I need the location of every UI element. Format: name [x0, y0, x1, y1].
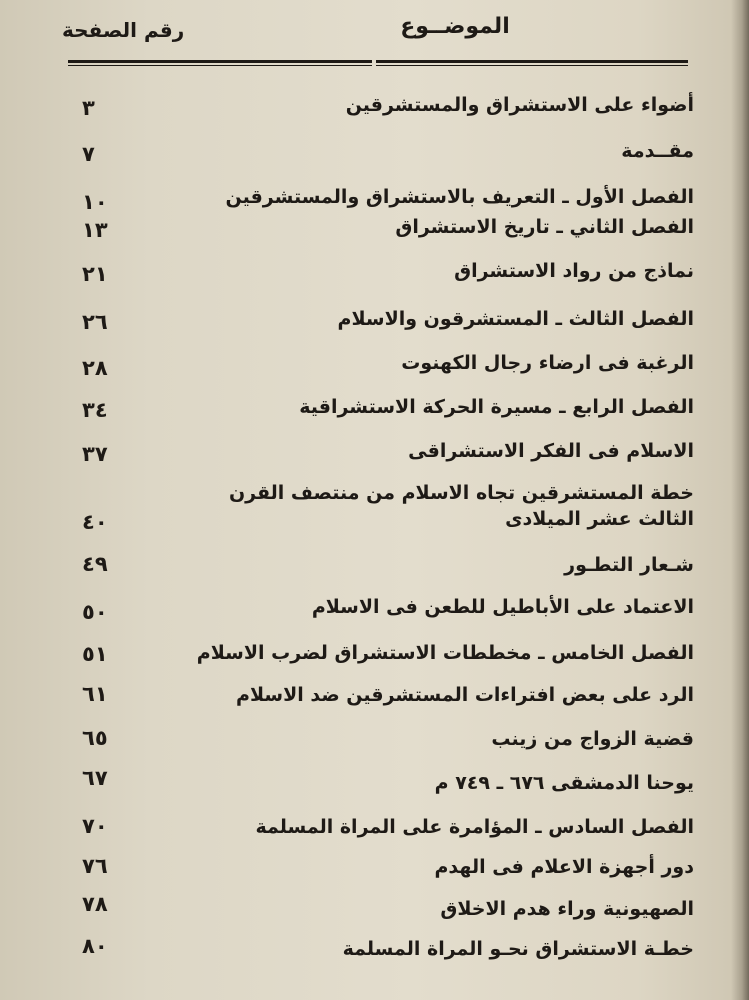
- entry-title: الصهيونية وراء هدم الاخلاق: [440, 898, 694, 920]
- entry-page: ٤٠: [82, 510, 108, 534]
- entry-title: مقــدمة: [621, 140, 694, 162]
- entry-page: ٧٠: [82, 814, 108, 838]
- entry-title: الاعتماد على الأباطيل للطعن فى الاسلام: [311, 596, 694, 618]
- entry-page: ١٠: [82, 190, 108, 214]
- entry-title: قضية الزواج من زينب: [491, 728, 694, 750]
- entry-title: الفصل الخامس ـ مخططات الاستشراق لضرب الاسلام: [196, 642, 694, 664]
- entry-title: خطة المستشرقين تجاه الاسلام من منتصف القرن الثالث عشر الميلادى: [228, 482, 694, 530]
- entry-page: ٧٨: [82, 892, 108, 916]
- entry-title: الرغبة فى ارضاء رجال الكهنوت: [401, 352, 694, 374]
- entry-page: ٣٧: [82, 442, 108, 466]
- header-rule-left-thin: [68, 65, 372, 66]
- entry-page: ٥١: [82, 642, 108, 666]
- entry-title: نماذج من رواد الاستشراق: [454, 260, 694, 282]
- entry-page: ٢٨: [82, 356, 108, 380]
- entry-page: ٥٠: [82, 600, 108, 624]
- entry-page: ١٣: [82, 218, 108, 242]
- entry-title: الفصل السادس ـ المؤامرة على المراة المسلمة: [255, 816, 694, 838]
- entry-title: الفصل الثاني ـ تاريخ الاستشراق: [395, 216, 694, 238]
- toc-header: [60, 10, 700, 54]
- entry-title: خطـة الاستشراق نحـو المراة المسلمة: [342, 938, 694, 960]
- page-edge-shadow: [731, 0, 749, 1000]
- entry-page: ٦٥: [82, 726, 108, 750]
- entry-title: الفصل الرابع ـ مسيرة الحركة الاستشراقية: [299, 396, 694, 418]
- entry-title: أضواء على الاستشراق والمستشرقين: [345, 94, 694, 116]
- header-rule-right: [376, 60, 688, 63]
- entry-page: ٤٩: [82, 552, 108, 576]
- entry-title: دور أجهزة الاعلام فى الهدم: [434, 856, 694, 878]
- entry-page: ٧: [82, 142, 95, 166]
- entry-page: ٧٦: [82, 854, 108, 878]
- header-rule-right-thin: [376, 65, 688, 66]
- entry-title: الرد على بعض افتراءات المستشرقين ضد الاسلام: [236, 684, 694, 706]
- entry-page: ٣: [82, 96, 95, 120]
- entry-page: ٦١: [82, 682, 108, 706]
- entry-title: يوحنا الدمشقى ٦٧٦ ـ ٧٤٩ م: [434, 772, 694, 794]
- header-page-number: رقم الصفحة: [62, 18, 185, 42]
- entry-title: شـعار التطـور: [564, 554, 694, 576]
- header-rule-left: [68, 60, 372, 63]
- entry-page: ٢٦: [82, 310, 108, 334]
- entry-page: ٦٧: [82, 766, 108, 790]
- entry-title: الاسلام فى الفكر الاستشراقى: [408, 440, 694, 462]
- entry-page: ٢١: [82, 262, 108, 286]
- entry-title: الفصل الثالث ـ المستشرقون والاسلام: [337, 308, 694, 330]
- entry-page: ٣٤: [82, 398, 108, 422]
- entry-page: ٨٠: [82, 934, 108, 958]
- entry-title: الفصل الأول ـ التعريف بالاستشراق والمستشرقين: [225, 186, 694, 208]
- header-subject: الموضــوع: [400, 14, 510, 39]
